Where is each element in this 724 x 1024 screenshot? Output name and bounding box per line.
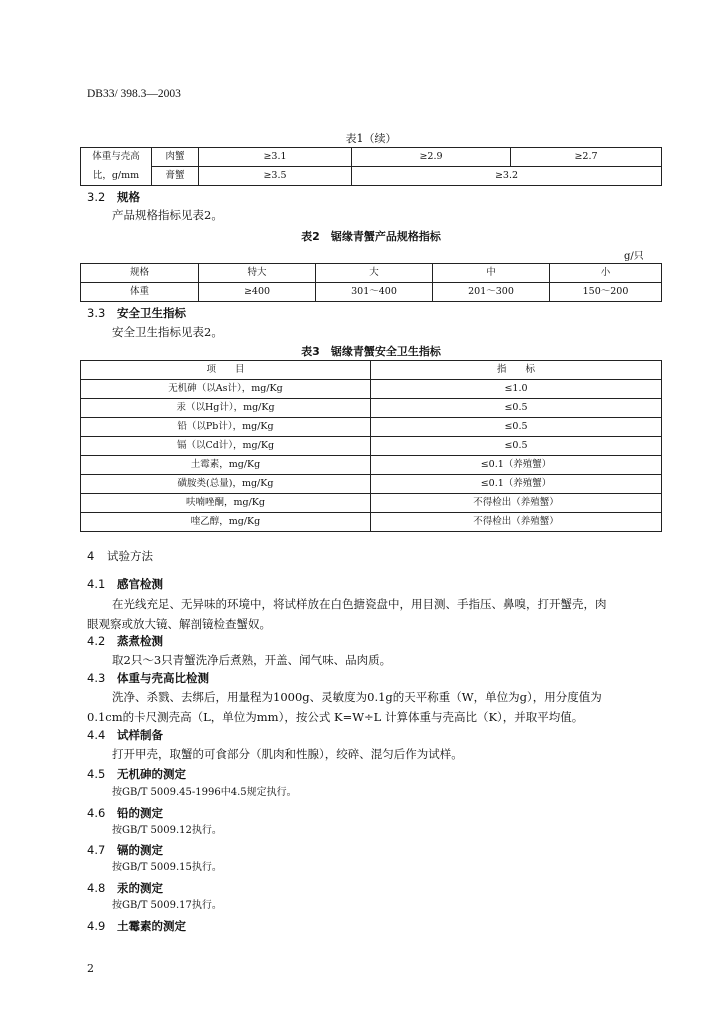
paragraph-line: 眼观察或放大镜、解剖镜检查蟹奴。: [87, 617, 271, 631]
table3-item: 土霉素，mg/Kg: [81, 456, 371, 475]
section-title: 体重与壳高比检测: [117, 671, 209, 685]
table3-caption: 表3 锯缘青蟹安全卫生指标: [301, 345, 441, 358]
section-3-3-heading: [87, 305, 186, 321]
table3-item: 无机砷（以As计），mg/Kg: [81, 380, 371, 399]
table2-cell: 150～200: [550, 283, 662, 302]
section-4-7-text: 按GB/T 5009.15执行。: [112, 862, 222, 873]
table2-cell: 体重: [81, 283, 199, 302]
section-4-1-text: [87, 594, 667, 634]
section-3-2-text: 产品规格指标见表2。: [112, 208, 223, 222]
section-title: 土霉素的测定: [117, 919, 186, 933]
table3-item: 汞（以Hg计），mg/Kg: [81, 399, 371, 418]
table2-unit: g/只: [624, 251, 644, 262]
table1-rowlabel-bottom: 比，g/mm: [81, 167, 152, 186]
section-number: 4.1: [87, 577, 106, 591]
table1-row-name: 膏蟹: [152, 167, 199, 186]
table3-value: ≤0.5: [371, 418, 662, 437]
section-4-8-heading: [87, 880, 163, 896]
section-4-2-heading: [87, 633, 163, 649]
section-4-7-heading: [87, 842, 163, 858]
table2-header-cell: 特大: [199, 264, 316, 283]
table2-header-cell: 大: [316, 264, 433, 283]
table2-header-cell: 规格: [81, 264, 199, 283]
table1-cell: ≥2.7: [511, 148, 662, 167]
paragraph-line: 0.1cm的卡尺测壳高（L，单位为mm），按公式 K=W÷L 计算体重与壳高比（K），并取平均值。: [87, 710, 584, 724]
section-title: 规格: [117, 190, 140, 204]
table1-caption: 表1（续）: [345, 132, 397, 145]
table3-item: 呋喃唑酮，mg/Kg: [81, 494, 371, 513]
table2: [80, 263, 662, 302]
section-title: 镉的测定: [117, 843, 163, 857]
table3-item: 喹乙醇，mg/Kg: [81, 513, 371, 532]
section-4-5-heading: [87, 766, 186, 782]
section-4-3-heading: [87, 670, 209, 686]
section-3-2-heading: [87, 189, 140, 205]
section-4-4-text: 打开甲壳，取蟹的可食部分（肌肉和性腺），绞碎、混匀后作为试样。: [112, 747, 463, 761]
table3-value: ≤0.1（养殖蟹）: [371, 456, 662, 475]
table3-value: ≤1.0: [371, 380, 662, 399]
section-4-4-heading: [87, 727, 163, 743]
table1-cell: ≥3.1: [199, 148, 352, 167]
table2-header-cell: 中: [433, 264, 550, 283]
section-4-6-heading: [87, 805, 163, 821]
table1-rowlabel-top: 体重与壳高: [81, 148, 152, 167]
table2-cell: ≥400: [199, 283, 316, 302]
table3-value: 不得检出（养殖蟹）: [371, 513, 662, 532]
table3-value: 不得检出（养殖蟹）: [371, 494, 662, 513]
table3-item: 铅（以Pb计），mg/Kg: [81, 418, 371, 437]
table3-value: ≤0.5: [371, 399, 662, 418]
table1-cell: ≥3.2: [352, 167, 662, 186]
section-4-8-text: 按GB/T 5009.17执行。: [112, 900, 222, 911]
section-title: 铅的测定: [117, 806, 163, 820]
section-4-heading: [87, 548, 153, 564]
table3-value: ≤0.1（养殖蟹）: [371, 475, 662, 494]
section-number: 4.9: [87, 919, 106, 933]
table1: [80, 147, 662, 186]
section-number: 3.2: [87, 190, 106, 204]
page-number: 2: [87, 962, 94, 975]
section-4-5-text: 按GB/T 5009.45-1996中4.5规定执行。: [112, 787, 297, 798]
section-4-1-heading: [87, 576, 163, 592]
paragraph-line: 在光线充足、无异味的环境中，将试样放在白色搪瓷盘中，用目测、手指压、鼻嗅，打开蟹壳，肉: [112, 597, 607, 611]
section-number: 4.4: [87, 728, 106, 742]
section-4-9-heading: [87, 918, 186, 934]
table2-cell: 201～300: [433, 283, 550, 302]
section-4-6-text: 按GB/T 5009.12执行。: [112, 825, 222, 836]
table3-item: 镉（以Cd计），mg/Kg: [81, 437, 371, 456]
section-title: 无机砷的测定: [117, 767, 186, 781]
table2-cell: 301～400: [316, 283, 433, 302]
section-4-3-text: [87, 687, 667, 727]
table1-cell: ≥3.5: [199, 167, 352, 186]
paragraph-line: 洗净、杀戮、去绑后，用量程为1000g、灵敏度为0.1g的天平称重（W，单位为g），用分度值为: [112, 690, 602, 704]
table3-header-cell: 项 目: [81, 361, 371, 380]
table2-caption: 表2 锯缘青蟹产品规格指标: [301, 230, 441, 243]
section-title: 汞的测定: [117, 881, 163, 895]
table3-value: ≤0.5: [371, 437, 662, 456]
section-title: 安全卫生指标: [117, 306, 186, 320]
table3-header-cell: 指 标: [371, 361, 662, 380]
section-title: 试样制备: [117, 728, 163, 742]
section-4-2-text: 取2只～3只青蟹洗净后煮熟，开盖、闻气味、品肉质。: [112, 653, 392, 667]
section-title: 试验方法: [107, 549, 153, 563]
section-number: 4.8: [87, 881, 106, 895]
document-header: DB33/ 398.3—2003: [87, 88, 181, 100]
table3: [80, 360, 662, 532]
section-title: 蒸煮检测: [117, 634, 163, 648]
section-title: 感官检测: [117, 577, 163, 591]
section-number: 4: [87, 549, 95, 563]
table2-header-cell: 小: [550, 264, 662, 283]
section-number: 4.6: [87, 806, 106, 820]
section-number: 4.5: [87, 767, 106, 781]
section-number: 4.7: [87, 843, 106, 857]
table1-cell: ≥2.9: [352, 148, 511, 167]
section-number: 4.3: [87, 671, 106, 685]
section-number: 4.2: [87, 634, 106, 648]
table1-row-name: 肉蟹: [152, 148, 199, 167]
section-3-3-text: 安全卫生指标见表2。: [112, 325, 223, 339]
section-number: 3.3: [87, 306, 106, 320]
table3-item: 磺胺类(总量)，mg/Kg: [81, 475, 371, 494]
